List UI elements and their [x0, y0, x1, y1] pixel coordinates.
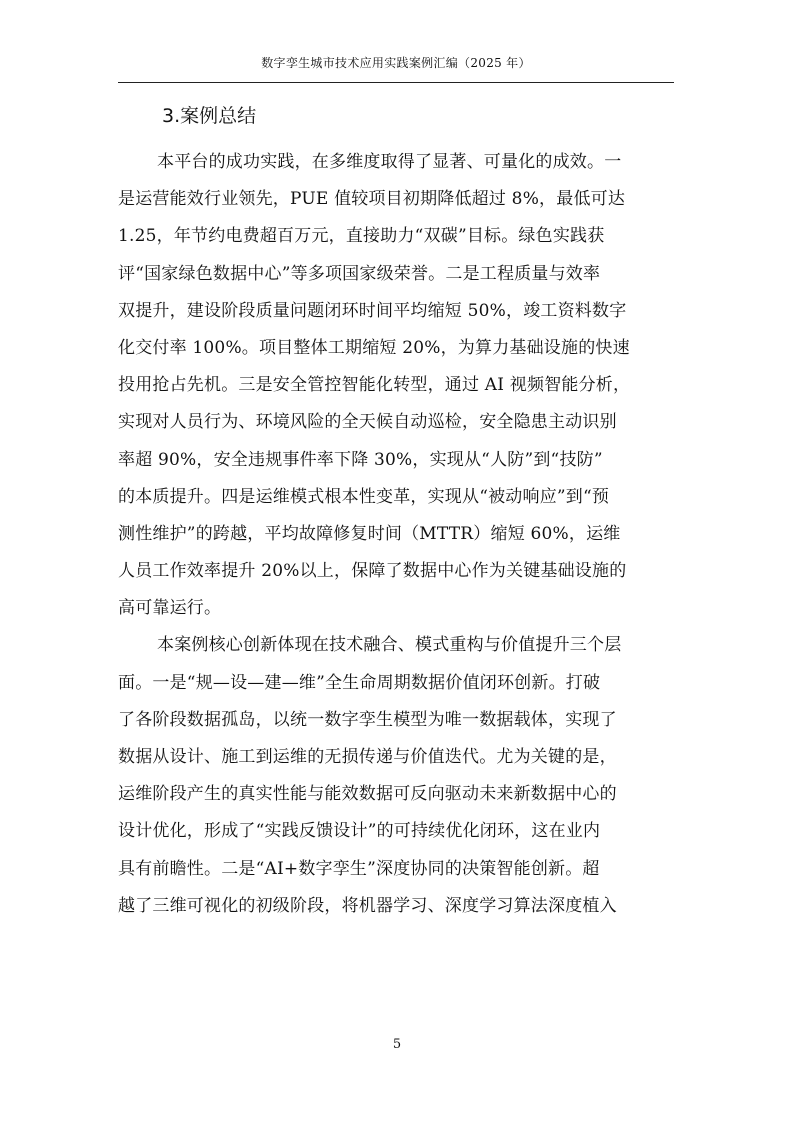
text-line: 设计优化，形成了“实践反馈设计”的可持续优化闭环，这在业内	[118, 821, 601, 842]
text-line: 评“国家绿色数据中心”等多项国家级荣誉。二是工程质量与效率	[118, 263, 601, 284]
text-line: 化交付率 100%。项目整体工期缩短 20%，为算力基础设施的快速	[118, 337, 630, 358]
text-line: 率超 90%，安全违规事件率下降 30%，实现从“人防”到“技防”	[118, 449, 603, 470]
text-line: 本平台的成功实践，在多维度取得了显著、可量化的成效。一	[157, 152, 622, 172]
header-divider	[118, 82, 674, 83]
text-line: 面。一是“规—设—建—维”全生命周期数据价值闭环创新。打破	[118, 672, 601, 693]
text-line: 1.25，年节约电费超百万元，直接助力“双碳”目标。绿色实践获	[118, 226, 605, 247]
text-line: 运维阶段产生的真实性能与能效数据可反向驱动未来新数据中心的	[118, 784, 617, 805]
text-line: 测性维护”的跨越，平均故障修复时间（MTTR）缩短 60%，运维	[118, 523, 621, 544]
body-text	[118, 144, 678, 925]
text-line: 的本质提升。四是运维模式根本性变革，实现从“被动响应”到“预	[118, 486, 610, 507]
section-heading: 3.案例总结	[162, 105, 257, 127]
paragraph-1	[118, 144, 678, 627]
running-header: 数字孪生城市技术应用实践案例汇编（2025 年）	[261, 56, 531, 70]
text-line: 了各阶段数据孤岛，以统一数字孪生模型为唯一数据载体，实现了	[118, 709, 617, 730]
text-line: 数据从设计、施工到运维的无损传递与价值迭代。尤为关键的是，	[118, 747, 617, 767]
text-line: 越了三维可视化的初级阶段，将机器学习、深度学习算法深度植入	[118, 895, 617, 916]
text-line: 实现对人员行为、环境风险的全天候自动巡检，安全隐患主动识别	[118, 412, 617, 433]
text-line: 人员工作效率提升 20%以上，保障了数据中心作为关键基础设施的	[118, 561, 627, 582]
text-line: 具有前瞻性。二是“AI+数字孪生”深度协同的决策智能创新。超	[118, 858, 600, 879]
text-line: 投用抢占先机。三是安全管控智能化转型，通过 AI 视频智能分析，	[118, 375, 631, 396]
text-line: 是运营能效行业领先，PUE 值较项目初期降低超过 8%，最低可达	[118, 189, 626, 210]
page-number: 5	[392, 1037, 402, 1052]
paragraph-2	[118, 627, 678, 925]
text-line: 高可靠运行。	[118, 598, 222, 619]
text-line: 双提升，建设阶段质量问题闭环时间平均缩短 50%，竣工资料数字	[118, 300, 627, 321]
text-line: 本案例核心创新体现在技术融合、模式重构与价值提升三个层	[157, 635, 622, 656]
